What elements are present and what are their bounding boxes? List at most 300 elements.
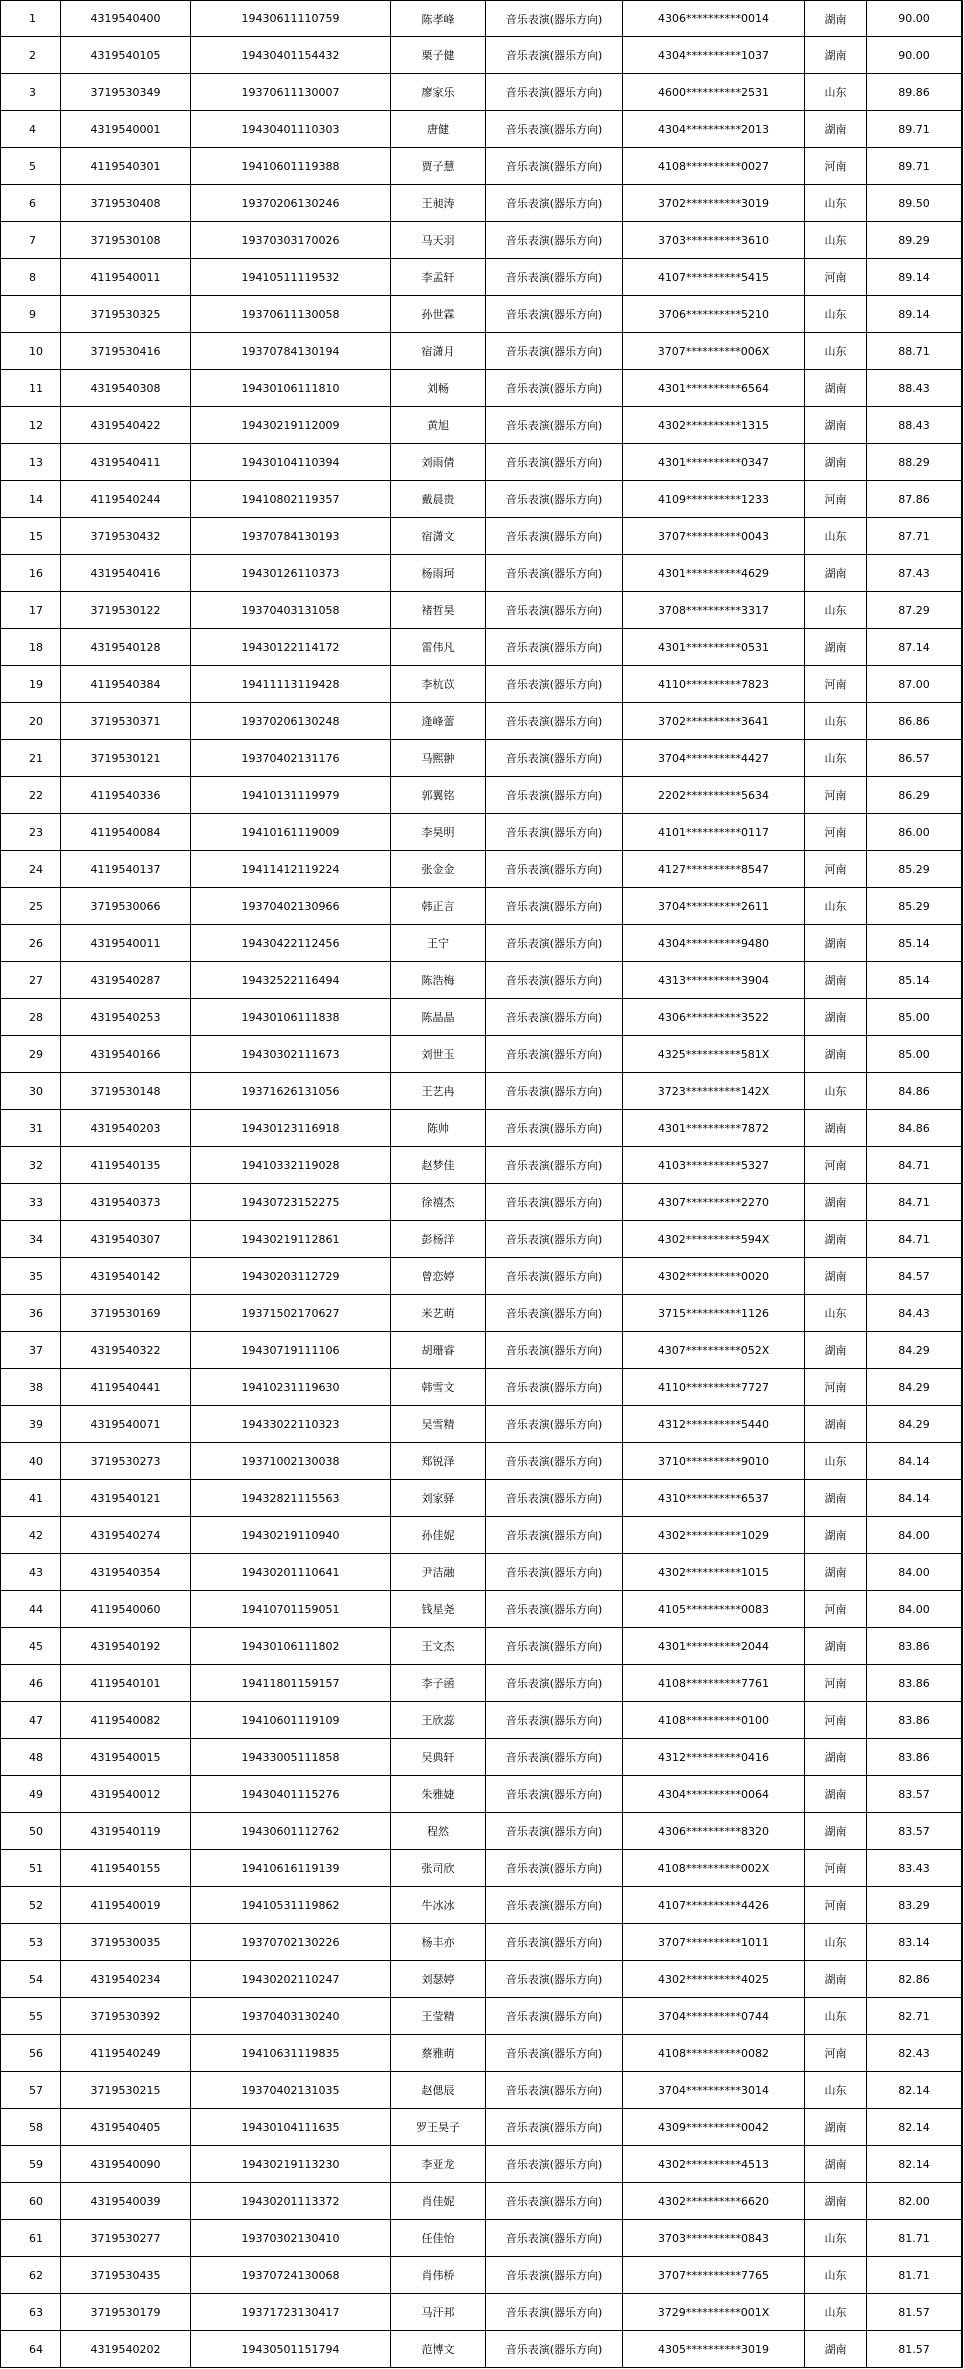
table-row — [1, 74, 963, 111]
candidate-name-cell: 雷伟凡 — [391, 629, 486, 666]
registration-number-cell: 19430201113372 — [191, 2183, 391, 2220]
id-card-number-cell: 4302**********1015 — [623, 1554, 805, 1591]
rank-cell — [962, 1739, 963, 1776]
major-cell: 音乐表演(器乐方向) — [486, 703, 623, 740]
table-row — [1, 1258, 963, 1295]
registration-number-cell: 19430719111106 — [191, 1332, 391, 1369]
major-cell: 音乐表演(器乐方向) — [486, 1887, 623, 1924]
row-number-cell: 36 — [1, 1295, 61, 1332]
id-card-number-cell: 4103**********5327 — [623, 1147, 805, 1184]
major-cell: 音乐表演(器乐方向) — [486, 740, 623, 777]
rank-cell — [962, 1776, 963, 1813]
score-cell: 89.14 — [867, 259, 962, 296]
rank-cell — [962, 1369, 963, 1406]
province-cell: 山东 — [805, 1073, 867, 1110]
province-cell: 湖南 — [805, 1628, 867, 1665]
province-cell: 山东 — [805, 2220, 867, 2257]
major-cell: 音乐表演(器乐方向) — [486, 1258, 623, 1295]
table-row — [1, 925, 963, 962]
score-cell: 83.43 — [867, 1850, 962, 1887]
province-cell: 河南 — [805, 148, 867, 185]
candidate-name-cell: 李亚龙 — [391, 2146, 486, 2183]
registration-number-cell: 19430106111810 — [191, 370, 391, 407]
candidate-name-cell: 陈帅 — [391, 1110, 486, 1147]
score-cell: 86.86 — [867, 703, 962, 740]
registration-number-cell: 19430202110247 — [191, 1961, 391, 1998]
candidate-name-cell: 牛冰冰 — [391, 1887, 486, 1924]
id-card-number-cell: 4301**********4629 — [623, 555, 805, 592]
exam-number-cell: 3719530179 — [61, 2294, 191, 2331]
table-row — [1, 333, 963, 370]
exam-number-cell: 4119540384 — [61, 666, 191, 703]
major-cell: 音乐表演(器乐方向) — [486, 1147, 623, 1184]
row-number-cell: 27 — [1, 962, 61, 999]
registration-number-cell: 19370784130193 — [191, 518, 391, 555]
row-number-cell: 5 — [1, 148, 61, 185]
exam-number-cell: 4319540119 — [61, 1813, 191, 1850]
id-card-number-cell: 3704**********2611 — [623, 888, 805, 925]
candidate-name-cell: 范博文 — [391, 2331, 486, 2368]
table-row — [1, 1628, 963, 1665]
rank-cell — [962, 555, 963, 592]
rank-cell — [962, 2072, 963, 2109]
exam-number-cell: 4319540015 — [61, 1739, 191, 1776]
candidate-name-cell: 朱雅婕 — [391, 1776, 486, 1813]
candidate-name-cell: 王昶涛 — [391, 185, 486, 222]
province-cell: 山东 — [805, 2072, 867, 2109]
candidate-name-cell: 马汗邦 — [391, 2294, 486, 2331]
major-cell: 音乐表演(器乐方向) — [486, 1443, 623, 1480]
table-row — [1, 111, 963, 148]
province-cell: 山东 — [805, 1998, 867, 2035]
candidate-name-cell: 王欣蕊 — [391, 1702, 486, 1739]
score-cell: 85.14 — [867, 925, 962, 962]
candidate-name-cell: 马熙翀 — [391, 740, 486, 777]
score-cell: 87.71 — [867, 518, 962, 555]
table-row — [1, 2294, 963, 2331]
major-cell: 音乐表演(器乐方向) — [486, 1961, 623, 1998]
rank-cell — [962, 1221, 963, 1258]
major-cell: 音乐表演(器乐方向) — [486, 1591, 623, 1628]
score-cell: 83.86 — [867, 1739, 962, 1776]
registration-number-cell: 19411113119428 — [191, 666, 391, 703]
registration-number-cell: 19371002130038 — [191, 1443, 391, 1480]
registration-number-cell: 19430401110303 — [191, 111, 391, 148]
score-cell: 84.71 — [867, 1184, 962, 1221]
province-cell: 河南 — [805, 1369, 867, 1406]
province-cell: 山东 — [805, 1924, 867, 1961]
candidate-name-cell: 王艺冉 — [391, 1073, 486, 1110]
rank-cell — [962, 814, 963, 851]
id-card-number-cell: 4313**********3904 — [623, 962, 805, 999]
province-cell: 湖南 — [805, 2331, 867, 2368]
row-number-cell: 16 — [1, 555, 61, 592]
id-card-number-cell: 4306**********3522 — [623, 999, 805, 1036]
province-cell: 山东 — [805, 1443, 867, 1480]
score-cell: 89.86 — [867, 74, 962, 111]
table-row — [1, 2220, 963, 2257]
score-cell: 84.86 — [867, 1073, 962, 1110]
table-row — [1, 1406, 963, 1443]
province-cell: 河南 — [805, 481, 867, 518]
row-number-cell: 41 — [1, 1480, 61, 1517]
table-row — [1, 1110, 963, 1147]
major-cell: 音乐表演(器乐方向) — [486, 2294, 623, 2331]
exam-number-cell: 3719530108 — [61, 222, 191, 259]
province-cell: 湖南 — [805, 1332, 867, 1369]
major-cell: 音乐表演(器乐方向) — [486, 1332, 623, 1369]
score-cell: 86.29 — [867, 777, 962, 814]
table-row — [1, 592, 963, 629]
major-cell: 音乐表演(器乐方向) — [486, 777, 623, 814]
province-cell: 湖南 — [805, 1406, 867, 1443]
rank-cell — [962, 925, 963, 962]
table-row — [1, 2331, 963, 2368]
table-row — [1, 2072, 963, 2109]
rank-cell — [962, 2109, 963, 2146]
id-card-number-cell: 4127**********8547 — [623, 851, 805, 888]
table-row — [1, 814, 963, 851]
table-row — [1, 851, 963, 888]
row-number-cell: 14 — [1, 481, 61, 518]
rank-cell — [962, 1, 963, 37]
id-card-number-cell: 3707**********7765 — [623, 2257, 805, 2294]
rank-cell — [962, 2220, 963, 2257]
candidate-name-cell: 刘瑟婷 — [391, 1961, 486, 1998]
exam-number-cell: 4319540166 — [61, 1036, 191, 1073]
id-card-number-cell: 4305**********3019 — [623, 2331, 805, 2368]
rank-cell — [962, 1258, 963, 1295]
exam-number-cell: 3719530392 — [61, 1998, 191, 2035]
province-cell: 山东 — [805, 888, 867, 925]
table-row — [1, 1332, 963, 1369]
score-cell: 85.29 — [867, 851, 962, 888]
table-row — [1, 888, 963, 925]
registration-number-cell: 19410511119532 — [191, 259, 391, 296]
id-card-number-cell: 4302**********4513 — [623, 2146, 805, 2183]
exam-number-cell: 4319540121 — [61, 1480, 191, 1517]
score-cell: 81.57 — [867, 2294, 962, 2331]
row-number-cell: 35 — [1, 1258, 61, 1295]
candidate-name-cell: 马天羽 — [391, 222, 486, 259]
exam-number-cell: 4319540105 — [61, 37, 191, 74]
table-row — [1, 1, 963, 37]
province-cell: 山东 — [805, 740, 867, 777]
major-cell: 音乐表演(器乐方向) — [486, 592, 623, 629]
score-cell: 90.00 — [867, 1, 962, 37]
rank-cell — [962, 1961, 963, 1998]
major-cell: 音乐表演(器乐方向) — [486, 444, 623, 481]
table-row — [1, 1073, 963, 1110]
id-card-number-cell: 3703**********0843 — [623, 2220, 805, 2257]
rank-cell — [962, 1110, 963, 1147]
exam-number-cell: 3719530408 — [61, 185, 191, 222]
row-number-cell: 45 — [1, 1628, 61, 1665]
exam-number-cell: 3719530066 — [61, 888, 191, 925]
rank-cell — [962, 1591, 963, 1628]
province-cell: 湖南 — [805, 1480, 867, 1517]
candidate-name-cell: 杨雨珂 — [391, 555, 486, 592]
candidate-name-cell: 孙佳妮 — [391, 1517, 486, 1554]
score-cell: 89.71 — [867, 148, 962, 185]
province-cell: 湖南 — [805, 1813, 867, 1850]
id-card-number-cell: 4312**********0416 — [623, 1739, 805, 1776]
registration-number-cell: 19410601119388 — [191, 148, 391, 185]
score-cell: 85.29 — [867, 888, 962, 925]
candidate-name-cell: 戴晨贵 — [391, 481, 486, 518]
registration-number-cell: 19410231119630 — [191, 1369, 391, 1406]
row-number-cell: 37 — [1, 1332, 61, 1369]
registration-number-cell: 19410332119028 — [191, 1147, 391, 1184]
exam-number-cell: 4119540135 — [61, 1147, 191, 1184]
table-row — [1, 1295, 963, 1332]
table-row — [1, 962, 963, 999]
id-card-number-cell: 3704**********4427 — [623, 740, 805, 777]
rank-cell — [962, 2035, 963, 2072]
table-row — [1, 2109, 963, 2146]
row-number-cell: 61 — [1, 2220, 61, 2257]
table-row — [1, 1961, 963, 1998]
rank-cell — [962, 74, 963, 111]
exam-number-cell: 3719530435 — [61, 2257, 191, 2294]
province-cell: 湖南 — [805, 1776, 867, 1813]
major-cell: 音乐表演(器乐方向) — [486, 1665, 623, 1702]
row-number-cell: 31 — [1, 1110, 61, 1147]
major-cell: 音乐表演(器乐方向) — [486, 370, 623, 407]
province-cell: 河南 — [805, 1591, 867, 1628]
province-cell: 河南 — [805, 1147, 867, 1184]
exam-number-cell: 3719530148 — [61, 1073, 191, 1110]
id-card-number-cell: 4108**********7761 — [623, 1665, 805, 1702]
score-cell: 82.14 — [867, 2072, 962, 2109]
score-cell: 84.86 — [867, 1110, 962, 1147]
id-card-number-cell: 4108**********002X — [623, 1850, 805, 1887]
row-number-cell: 3 — [1, 74, 61, 111]
province-cell: 山东 — [805, 518, 867, 555]
score-cell: 86.57 — [867, 740, 962, 777]
row-number-cell: 25 — [1, 888, 61, 925]
exam-number-cell: 4119540301 — [61, 148, 191, 185]
registration-number-cell: 19430401154432 — [191, 37, 391, 74]
major-cell: 音乐表演(器乐方向) — [486, 1480, 623, 1517]
province-cell: 湖南 — [805, 2183, 867, 2220]
major-cell: 音乐表演(器乐方向) — [486, 2146, 623, 2183]
province-cell: 河南 — [805, 666, 867, 703]
id-card-number-cell: 4304**********1037 — [623, 37, 805, 74]
exam-number-cell: 4119540060 — [61, 1591, 191, 1628]
score-cell: 84.14 — [867, 1480, 962, 1517]
registration-number-cell: 19370402131176 — [191, 740, 391, 777]
table-row — [1, 777, 963, 814]
rank-cell — [962, 962, 963, 999]
candidate-name-cell: 郑锐泽 — [391, 1443, 486, 1480]
province-cell: 湖南 — [805, 1961, 867, 1998]
row-number-cell: 4 — [1, 111, 61, 148]
candidate-name-cell: 肖伟桥 — [391, 2257, 486, 2294]
rank-cell — [962, 1702, 963, 1739]
registration-number-cell: 19432522116494 — [191, 962, 391, 999]
province-cell: 湖南 — [805, 1110, 867, 1147]
row-number-cell: 30 — [1, 1073, 61, 1110]
table-row — [1, 407, 963, 444]
province-cell: 湖南 — [805, 1554, 867, 1591]
registration-number-cell: 19410701159051 — [191, 1591, 391, 1628]
province-cell: 湖南 — [805, 1517, 867, 1554]
exam-number-cell: 4319540422 — [61, 407, 191, 444]
province-cell: 山东 — [805, 185, 867, 222]
registration-number-cell: 19370611130007 — [191, 74, 391, 111]
major-cell: 音乐表演(器乐方向) — [486, 296, 623, 333]
row-number-cell: 47 — [1, 1702, 61, 1739]
candidate-name-cell: 廖家乐 — [391, 74, 486, 111]
table-row — [1, 1850, 963, 1887]
exam-number-cell: 4319540287 — [61, 962, 191, 999]
id-card-number-cell: 4304**********0064 — [623, 1776, 805, 1813]
id-card-number-cell: 4307**********2270 — [623, 1184, 805, 1221]
row-number-cell: 42 — [1, 1517, 61, 1554]
province-cell: 河南 — [805, 851, 867, 888]
exam-number-cell: 3719530432 — [61, 518, 191, 555]
exam-number-cell: 4319540192 — [61, 1628, 191, 1665]
major-cell: 音乐表演(器乐方向) — [486, 259, 623, 296]
rank-cell — [962, 1184, 963, 1221]
candidate-name-cell: 刘世玉 — [391, 1036, 486, 1073]
row-number-cell: 28 — [1, 999, 61, 1036]
major-cell: 音乐表演(器乐方向) — [486, 2257, 623, 2294]
row-number-cell: 55 — [1, 1998, 61, 2035]
exam-number-cell: 4319540253 — [61, 999, 191, 1036]
major-cell: 音乐表演(器乐方向) — [486, 1036, 623, 1073]
id-card-number-cell: 4600**********2531 — [623, 74, 805, 111]
registration-number-cell: 19410161119009 — [191, 814, 391, 851]
registration-number-cell: 19410131119979 — [191, 777, 391, 814]
exam-number-cell: 4319540011 — [61, 925, 191, 962]
registration-number-cell: 19430302111673 — [191, 1036, 391, 1073]
row-number-cell: 8 — [1, 259, 61, 296]
row-number-cell: 6 — [1, 185, 61, 222]
score-cell: 82.71 — [867, 1998, 962, 2035]
score-cell: 83.14 — [867, 1924, 962, 1961]
registration-number-cell: 19430106111802 — [191, 1628, 391, 1665]
major-cell: 音乐表演(器乐方向) — [486, 1184, 623, 1221]
row-number-cell: 51 — [1, 1850, 61, 1887]
exam-number-cell: 4319540416 — [61, 555, 191, 592]
id-card-number-cell: 4301**********6564 — [623, 370, 805, 407]
registration-number-cell: 19430122114172 — [191, 629, 391, 666]
major-cell: 音乐表演(器乐方向) — [486, 1406, 623, 1443]
rank-cell — [962, 185, 963, 222]
rank-cell — [962, 703, 963, 740]
id-card-number-cell: 4301**********0531 — [623, 629, 805, 666]
major-cell: 音乐表演(器乐方向) — [486, 2109, 623, 2146]
exam-number-cell: 3719530371 — [61, 703, 191, 740]
id-card-number-cell: 3723**********142X — [623, 1073, 805, 1110]
row-number-cell: 7 — [1, 222, 61, 259]
table-row — [1, 37, 963, 74]
rank-cell — [962, 444, 963, 481]
province-cell: 湖南 — [805, 2109, 867, 2146]
score-cell: 84.29 — [867, 1406, 962, 1443]
exam-number-cell: 4119540249 — [61, 2035, 191, 2072]
province-cell: 河南 — [805, 1702, 867, 1739]
major-cell: 音乐表演(器乐方向) — [486, 148, 623, 185]
candidate-name-cell: 吴雪精 — [391, 1406, 486, 1443]
score-cell: 86.00 — [867, 814, 962, 851]
id-card-number-cell: 2202**********5634 — [623, 777, 805, 814]
score-cell: 82.43 — [867, 2035, 962, 2072]
table-row — [1, 666, 963, 703]
candidate-name-cell: 王莹精 — [391, 1998, 486, 2035]
province-cell: 山东 — [805, 74, 867, 111]
score-cell: 87.14 — [867, 629, 962, 666]
candidate-name-cell: 陈晶晶 — [391, 999, 486, 1036]
registration-number-cell: 19370784130194 — [191, 333, 391, 370]
province-cell: 山东 — [805, 1295, 867, 1332]
exam-number-cell: 4119540019 — [61, 1887, 191, 1924]
registration-number-cell: 19433005111858 — [191, 1739, 391, 1776]
id-card-number-cell: 4105**********0083 — [623, 1591, 805, 1628]
province-cell: 河南 — [805, 777, 867, 814]
candidate-name-cell: 宿潇月 — [391, 333, 486, 370]
id-card-number-cell: 4302**********1029 — [623, 1517, 805, 1554]
candidate-name-cell: 胡珊睿 — [391, 1332, 486, 1369]
exam-number-cell: 4319540274 — [61, 1517, 191, 1554]
score-cell: 87.29 — [867, 592, 962, 629]
table-row — [1, 1554, 963, 1591]
row-number-cell: 38 — [1, 1369, 61, 1406]
exam-number-cell: 4319540308 — [61, 370, 191, 407]
rank-cell — [962, 666, 963, 703]
row-number-cell: 52 — [1, 1887, 61, 1924]
province-cell: 山东 — [805, 222, 867, 259]
province-cell: 河南 — [805, 259, 867, 296]
id-card-number-cell: 4301**********0347 — [623, 444, 805, 481]
major-cell: 音乐表演(器乐方向) — [486, 185, 623, 222]
major-cell: 音乐表演(器乐方向) — [486, 1, 623, 37]
table-row — [1, 148, 963, 185]
row-number-cell: 13 — [1, 444, 61, 481]
table-row — [1, 1998, 963, 2035]
registration-number-cell: 19430611110759 — [191, 1, 391, 37]
major-cell: 音乐表演(器乐方向) — [486, 2183, 623, 2220]
id-card-number-cell: 4108**********0027 — [623, 148, 805, 185]
table-row — [1, 999, 963, 1036]
province-cell: 湖南 — [805, 444, 867, 481]
id-card-number-cell: 4301**********7872 — [623, 1110, 805, 1147]
province-cell: 湖南 — [805, 1739, 867, 1776]
major-cell: 音乐表演(器乐方向) — [486, 1998, 623, 2035]
id-card-number-cell: 3707**********1011 — [623, 1924, 805, 1961]
major-cell: 音乐表演(器乐方向) — [486, 1295, 623, 1332]
row-number-cell: 19 — [1, 666, 61, 703]
rank-cell — [962, 1332, 963, 1369]
registration-number-cell: 19371626131056 — [191, 1073, 391, 1110]
id-card-number-cell: 4306**********8320 — [623, 1813, 805, 1850]
table-row — [1, 1924, 963, 1961]
province-cell: 河南 — [805, 2035, 867, 2072]
rank-cell — [962, 1998, 963, 2035]
table-row — [1, 2183, 963, 2220]
score-cell: 88.29 — [867, 444, 962, 481]
exam-number-cell: 4319540142 — [61, 1258, 191, 1295]
candidate-name-cell: 孙世霖 — [391, 296, 486, 333]
row-number-cell: 11 — [1, 370, 61, 407]
major-cell: 音乐表演(器乐方向) — [486, 1739, 623, 1776]
province-cell: 山东 — [805, 703, 867, 740]
major-cell: 音乐表演(器乐方向) — [486, 925, 623, 962]
candidate-name-cell: 唐健 — [391, 111, 486, 148]
major-cell: 音乐表演(器乐方向) — [486, 1110, 623, 1147]
